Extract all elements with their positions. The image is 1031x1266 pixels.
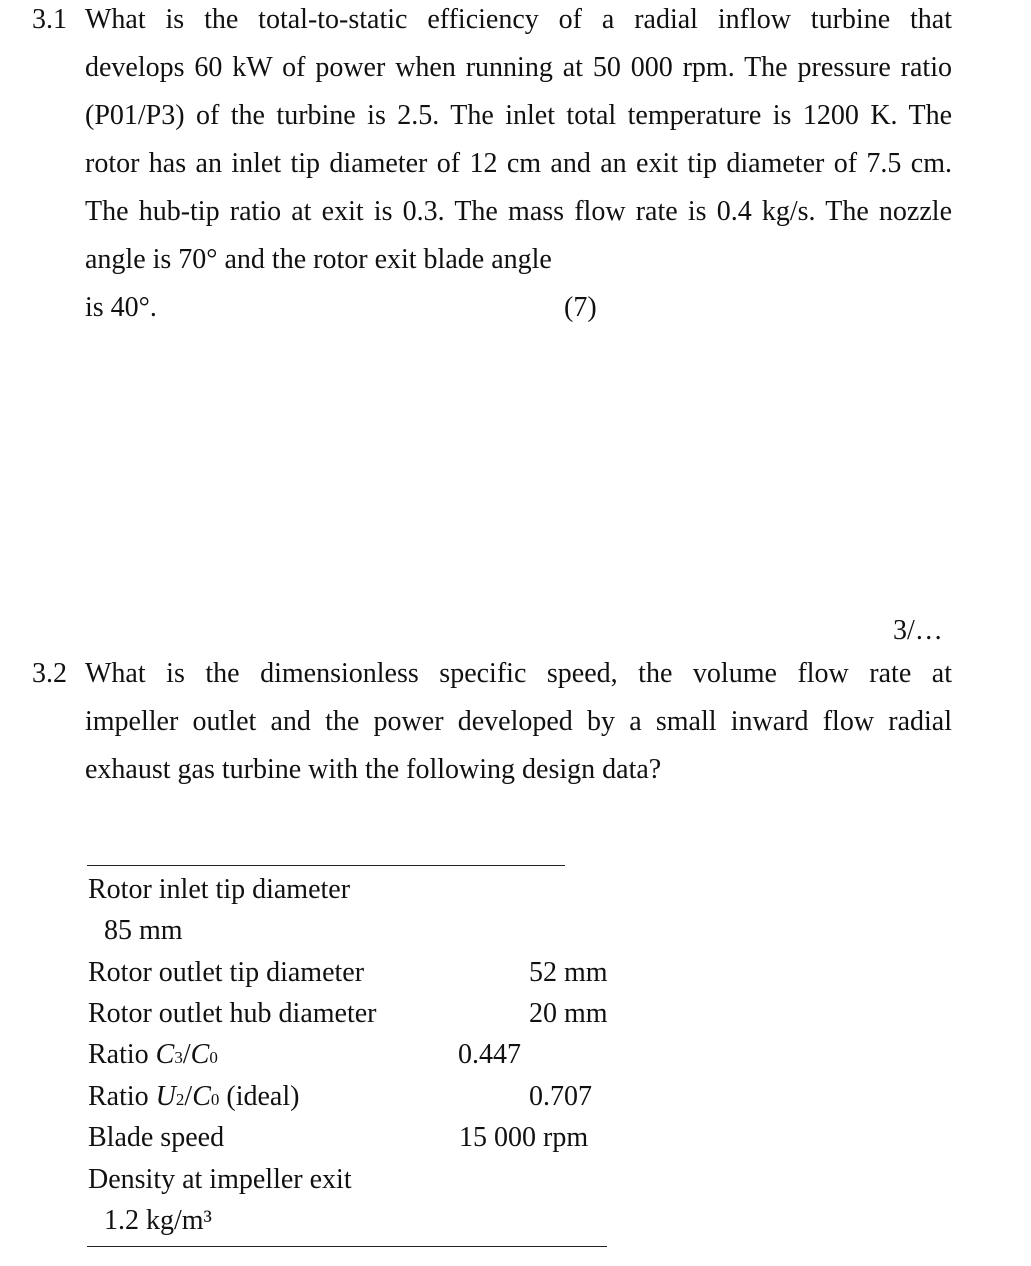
label-ratio-u2-c0: Ratio U2/C0 (ideal) [88, 1081, 300, 1112]
question-last-line [85, 284, 952, 332]
table-top-rule [87, 865, 565, 866]
question-text: develops 60 kW of power when running at 50 000 rpm. The pressure ratio (P01/P3) of the turbine is 2.5. The inlet total temperature is 1200 K. The rotor has an inlet tip diameter of 12 cm and an exit tip diameter of 7.5 cm. The hub-tip ratio at exit is 0.3. The mass flow rate is 0.4 kg/s. The nozzle angle is 70° and the rotor exit blade angle [85, 52, 952, 275]
question-last-line-text: is 40°. [85, 292, 157, 323]
label-blade-speed: Blade speed [88, 1122, 225, 1153]
value-rotor-inlet-tip-diameter: 85 mm [104, 915, 183, 946]
question-first-line: What is the total-to-static efficiency of a radial inflow turbine that [85, 4, 952, 35]
value-rotor-outlet-hub-diameter: 20 mm [529, 998, 608, 1029]
label-rotor-inlet-tip-diameter: Rotor inlet tip diameter [88, 874, 351, 905]
table-bottom-rule [87, 1246, 607, 1247]
label-rotor-outlet-tip-diameter: Rotor outlet tip diameter [88, 957, 365, 988]
question-3-1 [32, 0, 952, 332]
label-density-at-impeller-exit: Density at impeller exit [88, 1164, 352, 1195]
value-rotor-outlet-tip-diameter: 52 mm [529, 957, 608, 988]
question-3-2 [32, 650, 952, 794]
page-reference: 3/… [893, 615, 943, 646]
value-ratio-c3-c0: 0.447 [458, 1039, 521, 1070]
marks-label: (7) [564, 292, 597, 323]
question-number: 3.2 [32, 658, 67, 689]
question-text: impeller outlet and the power developed by a small inward flow radial exhaust gas turbine with the following design data? [85, 706, 952, 785]
value-density-at-impeller-exit: 1.2 kg/m³ [104, 1205, 212, 1236]
value-blade-speed: 15 000 rpm [459, 1122, 589, 1153]
label-ratio-c3-c0: Ratio C3/C0 [88, 1039, 218, 1070]
question-first-line: What is the dimensionless specific speed, the volume flow rate at [85, 658, 952, 689]
label-rotor-outlet-hub-diameter: Rotor outlet hub diameter [88, 998, 377, 1029]
value-ratio-u2-c0: 0.707 [529, 1081, 592, 1112]
question-number: 3.1 [32, 4, 67, 35]
